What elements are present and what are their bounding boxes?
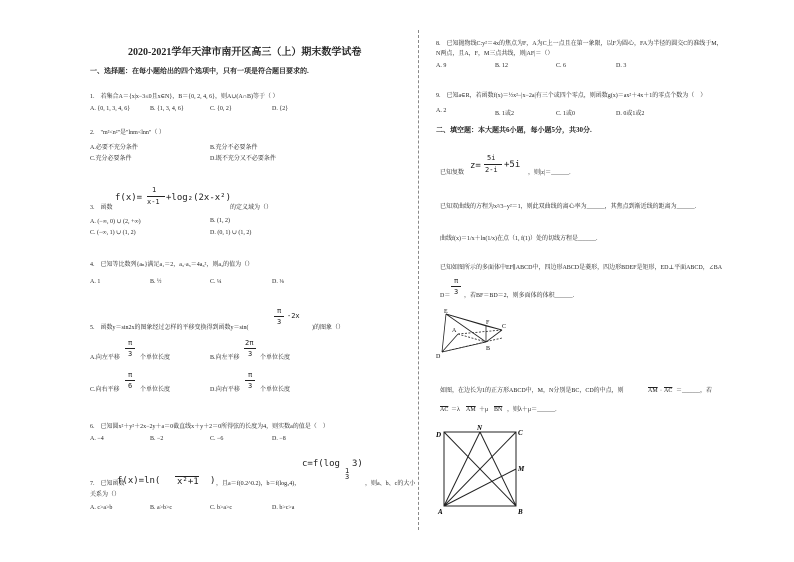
q3-stem-tail: 的定义域为（） [230, 205, 273, 211]
edge-ab [458, 334, 486, 342]
q1-option-b: B. {1, 3, 4, 6} [150, 106, 184, 112]
q8-option-c: C. 6 [556, 63, 567, 69]
q1-option-d: D. {2} [272, 106, 289, 112]
q10-numerator: 5i [487, 154, 496, 162]
q7-f-close: ) [210, 476, 216, 486]
label-b: B [486, 346, 491, 352]
label-e: E [444, 309, 448, 315]
q5-option-b-bar [244, 348, 256, 349]
q3-formula-denominator: x-1 [147, 198, 160, 206]
q5-option-a-frac-bottom: 3 [128, 350, 133, 358]
q5-option-d-frac-top: π [248, 371, 253, 379]
q4-option-a: A. 1 [90, 279, 101, 285]
segment-bn [480, 432, 516, 506]
q10-fraction-bar [484, 164, 502, 165]
q2-option-d: D.既不充分又不必要条件 [210, 156, 276, 162]
q8-line2: N两点，且A，F，M三点共线，则|AF|＝（） [436, 51, 554, 57]
section1-heading: 一、选择题：在每小题给出的四个选项中，只有一项是符合题目要求的. [90, 67, 309, 75]
q5-frac-top: π [277, 307, 282, 315]
q5-option-d-bar [245, 380, 255, 381]
q13-d-eq: D＝ [440, 293, 451, 299]
q14-line2-eq: ＝λ [451, 407, 460, 413]
q1-stem: 1. 若集合A＝{x|x−3≤0且x∈N}，B＝{0, 2, 4, 6}，则A∪(A∩B)等于（ ） [90, 94, 279, 100]
q7-option-d: D. b>c>a [272, 505, 295, 511]
label-a: A [438, 508, 443, 516]
q3-stem: 3. 函数 [90, 205, 113, 211]
q7-f-expr: f(x)=ln( [117, 476, 161, 486]
q3-option-b: B. (1, 2) [210, 218, 230, 224]
q5-option-c-frac-bottom: 6 [128, 382, 133, 390]
q5-option-c-pre: C.向右平移 [90, 387, 120, 393]
q5-option-b-pre: B.向左平移 [210, 355, 240, 361]
q3-formula-numerator: 1 [152, 186, 157, 194]
q14-vector-am: $\overline{AM}$ [648, 388, 658, 394]
exam-title: 2020-2021学年天津市南开区高三（上）期末数学试卷 [128, 47, 362, 58]
q5-option-c-bar [125, 380, 135, 381]
q7-mid: ，且a＝f(0.2^0.2)，b＝f(log₃4)， [216, 481, 301, 487]
q9-stem: 9. 已知a∈R，若函数f(x)＝½x²−|x−2a|有三个或四个零点，则函数g(x)＝ax²＋4x＋1的零点个数为（ ） [436, 93, 707, 99]
q14-line1-pre: 如图，在边长为1的正方形ABCD中，M，N分别是BC，CD的中点，则 [440, 388, 624, 394]
q11-text: 已知双曲线的方程为x²/3−y²＝1，则此双曲线的离心率为______，其焦点到渐近线的距离为______. [440, 204, 697, 210]
q7-option-b: B. a>b>c [150, 505, 173, 511]
label-c: C [518, 429, 523, 437]
q9-option-d: D. 0或1或2 [616, 111, 645, 117]
segment-an [444, 432, 480, 506]
q6-option-d: D. −8 [272, 436, 286, 442]
q13-line1: 已知如图所示的多面体中EF∥ABCD中，四边形ABCD是菱形，四边形BDEF是矩形，ED⊥平面ABCD，∠BA [440, 265, 723, 271]
label-f: F [486, 320, 490, 326]
q10-post: ，则|z|＝______. [528, 170, 571, 176]
q3-option-c: C. (−∞, 1) ∪ (1, 2) [90, 230, 136, 236]
q14-line2-am: $\overline{AM}$ [466, 407, 476, 413]
q6-stem: 6. 已知圆x²＋y²＋2x−2y＋a＝0截直线x＋y＋2＝0所得弦的长度为4，则实数a的值是（ ） [90, 424, 329, 430]
q10-z: z= [470, 161, 481, 171]
q5-fraction-bar [274, 316, 284, 317]
q5-option-d-pre: D.向右平移 [210, 387, 240, 393]
q8-option-d: D. 3 [616, 63, 627, 69]
q7-tail: ，则a、b、c的大小 [365, 481, 416, 487]
q5-option-b-frac-top: 2π [245, 339, 254, 347]
q13-frac-bottom: 3 [454, 288, 459, 296]
q1-option-c: C. {0, 2} [210, 106, 232, 112]
q6-option-c: C. −6 [210, 436, 224, 442]
q4-option-c: C. ¼ [210, 279, 222, 285]
q5-option-a-pre: A.向左平移 [90, 355, 120, 361]
q3-formula-rest: +log₂(2x-x²) [166, 193, 232, 203]
q7-c-sub: 1 [345, 467, 350, 475]
edge-ac [458, 330, 502, 334]
q7-option-a: A. c>a>b [90, 505, 113, 511]
segment-am [444, 469, 516, 506]
label-c: C [502, 324, 507, 330]
q6-option-b: B. −2 [150, 436, 164, 442]
label-d: D [436, 354, 441, 360]
q2-option-a: A.必要不充分条件 [90, 145, 138, 151]
edge-ed [442, 314, 446, 352]
label-n: N [477, 424, 483, 432]
q5-option-a-bar [125, 348, 135, 349]
q8-option-a: A. 9 [436, 63, 447, 69]
q4-option-d: D. ⅛ [272, 279, 284, 285]
q9-option-b: B. 1或2 [495, 111, 515, 117]
q9-option-a: A. 2 [436, 108, 447, 114]
q3-option-a: A. (−∞, 0) ∪ (2, +∞) [90, 219, 141, 225]
column-divider [418, 30, 419, 530]
q13-line2-tail: ，若BF＝BD＝2，则多面体的体积______. [464, 293, 575, 299]
q1-option-a: A. {0, 1, 3, 4, 6} [90, 106, 131, 112]
q3-fraction-bar [147, 196, 165, 197]
q2-option-b: B.充分不必要条件 [210, 145, 258, 151]
q14-line2-plus: ＋μ [479, 407, 489, 413]
q4-stem: 4. 已知等比数列{aₙ}满足a₁＝2，a₃·a₅＝4a₆²，则a₃的值为（） [90, 262, 254, 268]
q5-option-a-frac-top: π [128, 339, 133, 347]
q5-stem: 5. 函数y＝sin2x的图象经过怎样的平移变换得到函数y＝sin( [90, 325, 249, 331]
polyhedron-figure [436, 306, 508, 362]
q14-line2-ac: $\overline{AC}$ [440, 407, 449, 413]
square-figure [434, 424, 530, 516]
q12-text: 曲线f(x)＝1/x＋ln(1/x)在点（1, f(1)）处的切线方程是______. [440, 236, 598, 242]
q5-option-b-frac-bottom: 3 [248, 350, 253, 358]
q14-vector-ac: $\overline{AC}$ [664, 388, 673, 394]
q9-option-c: C. 1或0 [556, 111, 576, 117]
q3-formula-f: f(x)= [115, 193, 143, 203]
q5-option-a-post: 个单位长度 [140, 355, 171, 361]
q14-line2-tail: ，则λ＋μ＝______. [507, 407, 557, 413]
q13-frac-top: π [454, 277, 459, 285]
q2-stem: 2. "m²<n²"是"lnm<lnn"（ ） [90, 130, 165, 136]
q7-c-sub-den: 3 [345, 473, 350, 481]
q10-denominator: 2-i [485, 166, 498, 174]
q7-option-c: C. b>a>c [210, 505, 233, 511]
label-b: B [518, 508, 523, 516]
q7-pre: 7. 已知函数 [90, 481, 125, 487]
label-d: D [436, 431, 442, 439]
q6-option-a: A. −4 [90, 436, 104, 442]
q7-c-expr: c=f(log [302, 459, 340, 469]
q14-line1-tail: ＝______，若 [676, 388, 713, 394]
q5-option-b-post: 个单位长度 [260, 355, 291, 361]
q14-dot: · [660, 388, 662, 394]
q5-option-d-post: 个单位长度 [260, 387, 291, 393]
q5-stem-tail: )的图象（） [312, 325, 344, 331]
q4-option-b: B. ½ [150, 279, 162, 285]
section2-heading: 二、填空题：本大题共6小题，每小题5分，共30分. [436, 126, 592, 134]
q7-sqrt: x²+1 [177, 477, 199, 487]
q7-line2: 关系为（） [90, 492, 121, 498]
q5-option-c-post: 个单位长度 [140, 387, 171, 393]
q13-fraction-bar [451, 286, 461, 287]
q14-line2-bn: $\overline{BN}$ [494, 407, 503, 413]
q8-option-b: B. 12 [495, 63, 509, 69]
label-a: A [452, 328, 457, 334]
q10-plus: +5i [504, 160, 521, 170]
label-m: M [518, 465, 525, 473]
q5-option-d-frac-bottom: 3 [248, 382, 253, 390]
q5-option-c-frac-top: π [128, 371, 133, 379]
q8-line1: 8. 已知抛物线C:y²＝4x的焦点为F，A为C上一点且在第一象限，以F为圆心，FA为半径的圆交C的准线于M， [436, 41, 723, 47]
q5-frac-bottom: 3 [277, 318, 282, 326]
q7-c-tail: 3) [352, 459, 363, 469]
q10-pre: 已知复数 [440, 170, 465, 176]
q5-frac-after: -2x [287, 312, 300, 320]
q3-option-d: D. (0, 1) ∪ (1, 2) [210, 230, 252, 236]
q2-option-c: C.充分必要条件 [90, 156, 132, 162]
